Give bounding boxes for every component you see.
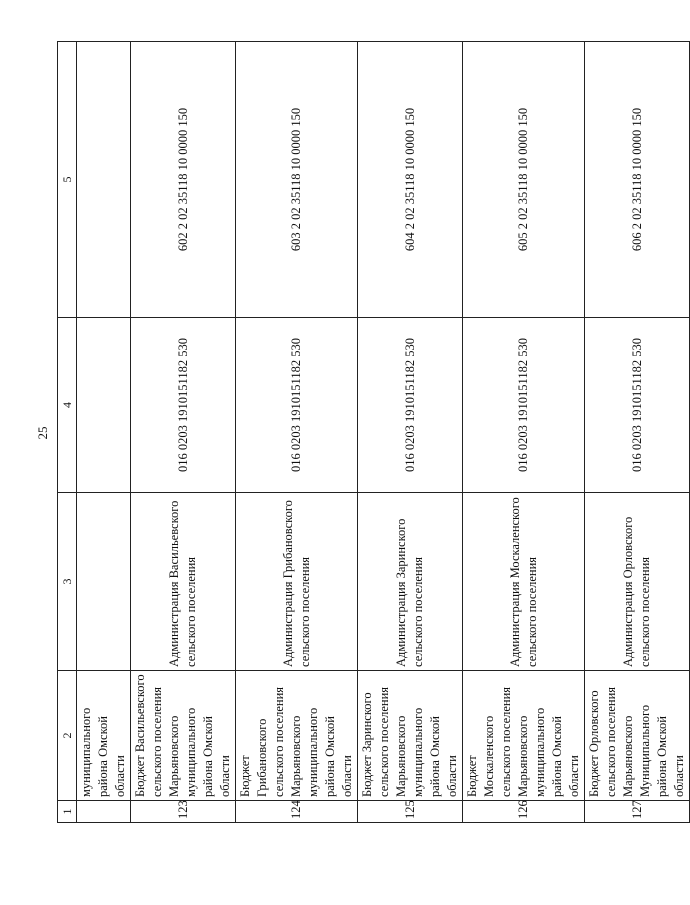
column-header: 4: [58, 318, 77, 493]
table-header-row: [58, 42, 77, 823]
code-cell: 016 0203 1910151182 530: [463, 318, 585, 493]
budget-cell: муниципального района Омской области: [77, 671, 131, 801]
budget-table: [57, 41, 690, 823]
kbk-cell: [77, 42, 131, 318]
page-number: 25: [35, 426, 50, 440]
column-header: 1: [58, 801, 77, 823]
table-row: [131, 42, 236, 823]
admin-cell: Администрация Васильевского сельского поселения: [131, 493, 236, 671]
budget-cell: Бюджет Васильевского сельского поселения Марьяновского муниципального района Омской области: [131, 671, 236, 801]
row-number-cell: 125: [358, 801, 463, 823]
kbk-cell: 605 2 02 35118 10 0000 150: [463, 42, 585, 318]
budget-cell: Бюджет Москаленского сельского поселения Марьяновского муниципального района Омской области: [463, 671, 585, 801]
kbk-cell: 603 2 02 35118 10 0000 150: [236, 42, 358, 318]
admin-cell: Администрация Заринского сельского поселения: [358, 493, 463, 671]
table-row-continuation: [77, 42, 131, 823]
row-number-cell: 127: [585, 801, 690, 823]
table-row: [358, 42, 463, 823]
admin-cell: Администрация Москаленского сельского поселения: [463, 493, 585, 671]
row-number-cell: 123: [131, 801, 236, 823]
column-header: 2: [58, 671, 77, 801]
budget-cell: Бюджет Грибановского сельского поселения Марьяновского муниципального района Омской области: [236, 671, 358, 801]
kbk-cell: 604 2 02 35118 10 0000 150: [358, 42, 463, 318]
code-cell: 016 0203 1910151182 530: [131, 318, 236, 493]
code-cell: [77, 318, 131, 493]
row-number-cell: 124: [236, 801, 358, 823]
code-cell: 016 0203 1910151182 530: [585, 318, 690, 493]
table-row: [585, 42, 690, 823]
code-cell: 016 0203 1910151182 530: [358, 318, 463, 493]
budget-cell: Бюджет Заринского сельского поселения Марьяновского муниципального района Омской области: [358, 671, 463, 801]
row-number-cell: [77, 801, 131, 823]
admin-cell: Администрация Орловского сельского поселения: [585, 493, 690, 671]
kbk-cell: 606 2 02 35118 10 0000 150: [585, 42, 690, 318]
column-header: 3: [58, 493, 77, 671]
admin-cell: [77, 493, 131, 671]
admin-cell: Администрация Грибановского сельского поселения: [236, 493, 358, 671]
row-number-cell: 126: [463, 801, 585, 823]
table-row: [463, 42, 585, 823]
code-cell: 016 0203 1910151182 530: [236, 318, 358, 493]
budget-cell: Бюджет Орловского сельского поселения Марьяновского Муниципального района Омской области: [585, 671, 690, 801]
budget-table-rotated: [57, 42, 686, 823]
kbk-cell: 602 2 02 35118 10 0000 150: [131, 42, 236, 318]
table-row: [236, 42, 358, 823]
column-header: 5: [58, 42, 77, 318]
